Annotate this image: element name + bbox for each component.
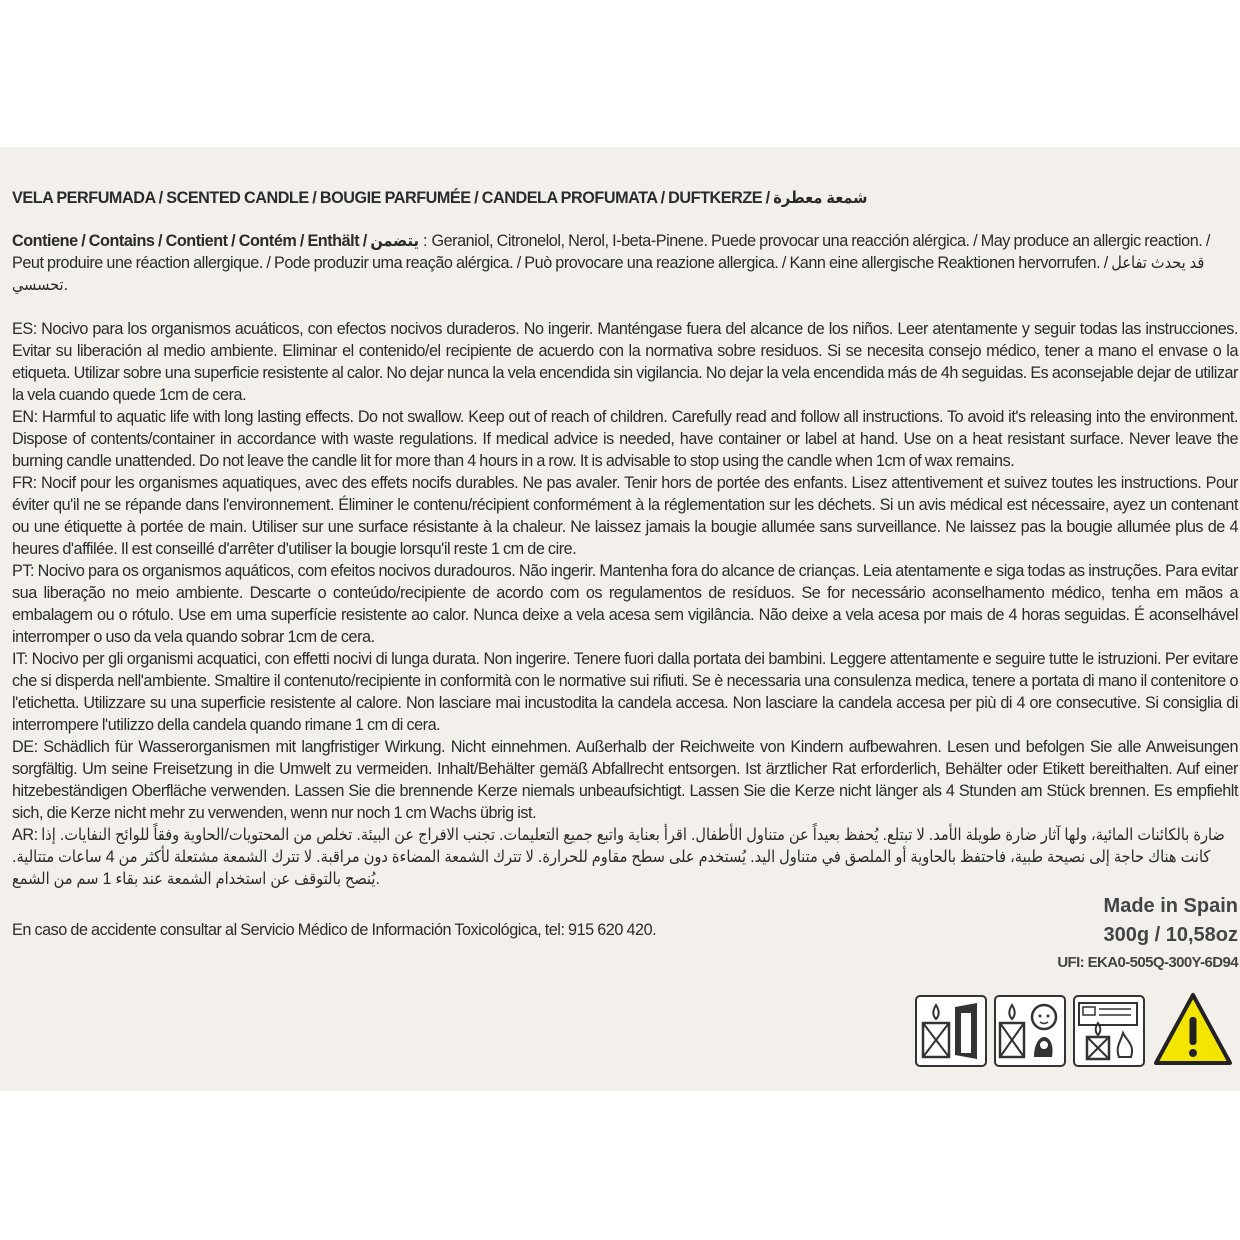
candle-fire-icon (1073, 995, 1145, 1067)
weight-label: 300g / 10,58oz (1103, 924, 1238, 946)
ufi-code: UFI: EKA0-505Q-300Y-6D94 (1057, 954, 1238, 971)
accident-note: En caso de accidente consultar al Servicio Médico de Información Toxicológica, tel: 915 620 420. (12, 921, 657, 939)
warning-fr: FR: Nocif pour les organismes aquatiques, avec des effets nocifs durables. Ne pas avaler. Tenir hors de portée des enfants. Lisez attentivement et suivez toutes les instructions. Pour éviter qu'il ne se répande dans l'environnement. Éliminer le contenu/récipient conformément à la réglementation sur les déchets. Si un avis médical est nécessaire, ayez un contenant ou une étiquette à portée de main. Utiliser sur une surface résistante à la chaleur. Ne laissez jamais la bougie allumée sans surveillance. Ne laissez pas la bougie allumée plus de 4 heures d'affilée. Il est conseillé d'arrêter d'utiliser la bougie lorsqu'il reste 1 cm de cire. (12, 474, 1238, 558)
warning-pt: PT: Nocivo para os organismos aquáticos, com efeitos nocivos duradouros. Não ingerir. Mantenha fora do alcance de crianças. Leia atentamente e siga todas as instruções. Para evitar sua liberação no meio ambiente. Descarte o conteúdo/recipiente de acordo com os regulamentos de resíduos. Se for necessário aconselhamento médico, tenha em mãos a embalagem ou o rótulo. Use em uma superfície resistente ao calor. Nunca deixe a vela acesa sem vigilância. Não deixe a vela acesa por mais de 4 horas seguidas. É aconselhável interromper o uso da vela quando sobrar 1cm de cera. (12, 562, 1238, 646)
product-label (0, 147, 1240, 1091)
warning-es: ES: Nocivo para los organismos acuáticos, con efectos nocivos duraderos. No ingerir. Manténgase fuera del alcance de los niños. Leer atentamente y seguir todas las instrucciones. Evitar su liberación al medio ambiente. Eliminar el contenido/el recipiente de acuerdo con la normativa sobre residuos. Si se necesita consejo médico, tener a mano el envase o la etiqueta. Utilizar sobre una superficie resistente al calor. No dejar nunca la vela encendida sin vigilancia. No dejar la vela encendida más de 4h seguidas. Es aconsejable dejar de utilizar la vela cuando quede 1cm de cera. (12, 320, 1238, 404)
warning-triangle-icon (1152, 991, 1234, 1067)
product-info (1057, 892, 1238, 976)
candle-children-pets-icon (994, 995, 1066, 1067)
safety-icons (915, 991, 1234, 1067)
warning-it: IT: Nocivo per gli organismi acquatici, con effetti nocivi di lunga durata. Non ingerire. Tenere fuori dalla portata dei bambini. Leggere attentamente e seguire tutte le istruzioni. Per evitare che si disperda nell'ambiente. Smaltire il contenuto/recipiente in conformità con le normative sui rifiuti. Se è necessaria una consulenza medica, tenere a portata di mano il contenitore o l'etichetta. Utilizzare su una superficie resistente al calore. Non lasciare mai incustodita la candela accesa. Non lasciare la candela accesa per più di 4 ore consecutive. Si consiglia di interrompere l'utilizzo della candela quando rimane 1 cm di cera. (12, 650, 1238, 734)
ingredients-text (12, 230, 1238, 296)
warning-en: EN: Harmful to aquatic life with long lasting effects. Do not swallow. Keep out of reach of children. Carefully read and follow all instructions. To avoid it's releasing into the environment. Dispose of contents/container in accordance with waste regulations. If medical advice is needed, have container or label at hand. Use on a heat resistant surface. Never leave the burning candle unattended. Do not leave the candle lit for more than 4 hours in a row. It is advisable to stop using the candle when 1cm of wax remains. (12, 408, 1238, 470)
warning-ar: AR: ضارة بالكائنات المائية، ولها آثار ضارة طويلة الأمد. لا تبتلع. يُحفظ بعيداً عن متناول الأطفال. اقرأ بعناية واتبع جميع التعليمات. تجنب الافراج عن البيئة. تخلص من المحتويات/الحاوية وفقاً للوائح النفايات. إذا كانت هناك حاجة إلى نصيحة طبية، فاحتفظ بالحاوية أو الملصق في متناول اليد. يُستخدم على سطح مقاوم للحرارة. لا تترك الشمعة المضاءة دون مراقبة. لا تترك الشمعة مشتعلة لأكثر من 4 ساعات متتالية. يُنصح بالتوقف عن استخدام الشمعة عند بقاء 1 سم من الشمع. (12, 826, 1225, 888)
made-in-label: Made in Spain (1103, 895, 1238, 917)
candle-near-flammable-icon (915, 995, 987, 1067)
safety-warnings (12, 318, 1238, 890)
contains-label: Contiene / Contains / Contient / Contém / Enthält / يتضمن (12, 232, 419, 250)
warning-de: DE: Schädlich für Wasserorganismen mit langfristiger Wirkung. Nicht einnehmen. Außerhalb der Reichweite von Kindern aufbewahren. Lesen und befolgen Sie alle Anweisungen sorgfältig. Um seine Freisetzung in die Umwelt zu vermeiden. Inhalt/Behälter gemäß Abfallrecht entsorgen. Ist ärztlicher Rat erforderlich, Behälter oder Etikett bereithalten. Auf einer hitzebeständigen Oberfläche verwenden. Lassen Sie die brennende Kerze niemals unbeaufsichtigt. Lassen Sie die Kerze nicht länger als 4 Stunden am Stück brennen. Es empfiehlt sich, die Kerze nicht mehr zu verwenden, wenn nur noch 1 cm Wachs übrig ist. (12, 738, 1238, 822)
product-title: VELA PERFUMADA / SCENTED CANDLE / BOUGIE PARFUMÉE / CANDELA PROFUMATA / DUFTKERZE / شمعة معطرة (12, 189, 868, 207)
contains-text: : Geraniol, Citronelol, Nerol, I-beta-Pinene. Puede provocar una reacción alérgica. / May produce an allergic reaction. / Peut produire une réaction allergique. / Pode produzir uma reação alérgica. / Può provocare una reazione allergica. / Kann eine allergische Reaktionen hervorrufen. / قد يحدث تفاعل تحسسي. (12, 232, 1210, 294)
